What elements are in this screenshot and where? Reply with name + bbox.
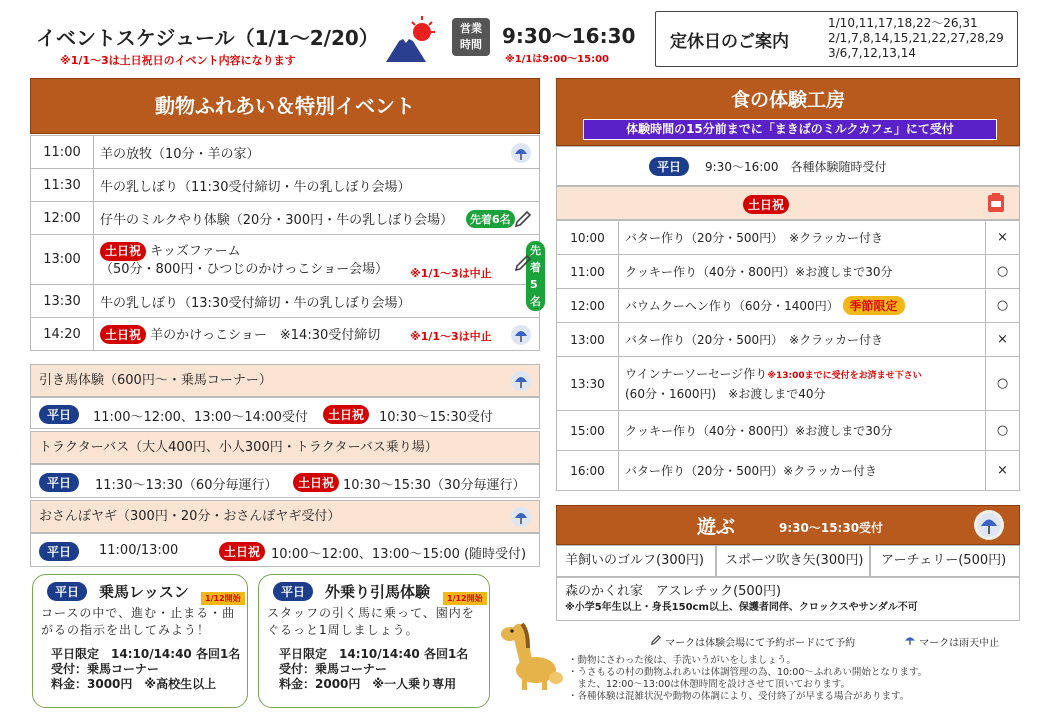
animal-section-header: 動物ふれあい＆特別イベント: [30, 78, 540, 134]
ride-schedule: [30, 397, 540, 429]
reception-notice: 体験時間の15分前までに「まきばのミルクカフェ」にて受付: [583, 119, 997, 140]
card-title: 乗馬レッスン: [99, 583, 189, 601]
table-row: 13:00 バター作り（20分・500円） ※クラッカー付き ×: [557, 323, 1020, 357]
table-row: 10:00 バター作り（20分・500円） ※クラッカー付き ×: [557, 221, 1020, 255]
weekday-pill: 平日: [649, 157, 689, 176]
weekday-pill: 平日: [39, 542, 79, 561]
row-text: 仔牛のミルクやり体験（20分・300円・牛の乳しぼり会場）: [100, 212, 454, 228]
legend-pencil: マークは体験会場にて予約ボードにて予約: [650, 634, 855, 649]
mountain-sun-icon: [382, 12, 438, 64]
play-hours: 9:30～15:30受付: [779, 521, 884, 535]
limited-badge: 先着5名: [526, 241, 545, 311]
weekend-header-row: [556, 186, 1020, 220]
food-section-header: 食の体験工房 体験時間の15分前までに「まきばのミルクカフェ」にて受付: [556, 78, 1020, 146]
card-description: コースの中で、進む・止まる・曲 がるの指示を出してみよう！: [41, 606, 236, 637]
row-text: 羊の放牧（10分・羊の家）: [100, 146, 260, 162]
weekday-pill: 平日: [39, 473, 79, 492]
row-subtext: （50分・800円・ひつじのかけっこショー会場）: [100, 261, 389, 277]
start-date-tag: 1/12開始: [443, 592, 487, 605]
limited-badge: 先着6名: [466, 210, 515, 228]
table-row: [31, 169, 540, 202]
play-item: 羊飼いのゴルフ(300円): [556, 545, 716, 577]
hours-badge: 営業 時間: [452, 18, 490, 56]
weekend-pill: 土日祝: [743, 195, 789, 214]
page-title: イベントスケジュール（1/1～2/20）: [36, 26, 379, 50]
cancel-note: ※1/1～3は中止: [410, 330, 492, 343]
athletic-item: 森のかくれ家 アスレチック(500円) ※小学5年生以上・身長150cm以上、保護者同伴、クロックスやサンダル不可: [556, 577, 1020, 621]
table-row: [31, 318, 540, 351]
athletic-note: ※小学5年生以上・身長150cm以上、保護者同伴、クロックスやサンダル不可: [565, 602, 918, 613]
start-date-tag: 1/12開始: [201, 592, 245, 605]
umbrella-icon: [511, 143, 531, 167]
weekend-pill: 土日祝: [100, 242, 146, 261]
weekend-hours: 10:30～15:30受付: [379, 410, 493, 425]
weekday-hours: 9:30～16:00 各種体験随時受付: [705, 160, 887, 174]
pencil-icon: [513, 253, 533, 278]
title-note: ※1/1～3は土日祝日のイベント内容になります: [60, 54, 296, 67]
table-row: 12:00 バウムクーヘン作り（60分・1400円） 季節限定 ○: [557, 289, 1020, 323]
weekend-pill: 土日祝: [219, 542, 265, 561]
card-info: 平日限定 14:10/14:40 各回1名 受付：乗馬コーナー 料金：3000円 ※高校生以上: [51, 647, 241, 691]
ride-schedule: [30, 464, 540, 498]
weekend-hours: 10:30～15:30（30分毎運行）: [343, 478, 526, 493]
row-time: 13:00: [31, 235, 94, 285]
play-item: スポーツ吹き矢(300円): [716, 545, 870, 577]
riding-lesson-card: [32, 574, 248, 708]
play-item: アーチェリー(500円): [870, 545, 1020, 577]
weekend-pill: 土日祝: [323, 405, 369, 424]
row-text: 羊のかけっこショー ※14:30受付締切: [150, 328, 381, 343]
ride-schedule: [30, 533, 540, 567]
row-time: 12:00: [31, 202, 94, 235]
weekday-hours: 11:00/13:00: [99, 543, 179, 558]
row-text: 牛の乳しぼり（13:30受付締切・牛の乳しぼり会場）: [94, 285, 540, 318]
row-time: 13:30: [31, 285, 94, 318]
umbrella-icon: [904, 638, 919, 649]
card-title: 外乗り引馬体験: [325, 583, 431, 601]
cancel-note: ※1/1～3は中止: [410, 267, 492, 280]
row-time: 11:30: [31, 169, 94, 202]
card-info: 平日限定 14:10/14:40 各回1名 受付：乗馬コーナー 料金：2000円 ※一人乗り専用: [279, 647, 469, 691]
animal-schedule-table: [30, 135, 540, 351]
table-row: 11:00 クッキー作り（40分・800円）※お渡しまで30分 ○: [557, 255, 1020, 289]
weekday-pill: 平日: [39, 405, 79, 424]
table-row: [31, 136, 540, 169]
ride-title: 引き馬体験（600円～・乗馬コーナー）: [30, 364, 540, 397]
row-time: 14:20: [31, 318, 94, 351]
row-text: 牛の乳しぼり（11:30受付締切・牛の乳しぼり会場）: [94, 169, 540, 202]
table-row: 15:00 クッキー作り（40分・800円）※お渡しまで30分 ○: [557, 411, 1020, 451]
pencil-icon: [650, 638, 665, 649]
weekday-hours: 11:00～12:00、13:00～14:00受付: [93, 410, 308, 425]
legend-rain: マークは雨天中止: [904, 634, 999, 649]
row-text: キッズファーム: [150, 243, 241, 259]
umbrella-icon: [511, 325, 531, 349]
weekend-pill: 土日祝: [100, 325, 146, 344]
table-row: [31, 202, 540, 235]
pencil-icon: [513, 209, 533, 233]
weekday-row: [556, 146, 1020, 186]
weekday-hours: 11:30～13:30（60分毎運行）: [95, 478, 278, 493]
closed-days-list: 1/10,11,17,18,22～26,31 2/1,7,8,14,15,21,22,27,28,29 3/6,7,12,13,14: [828, 16, 1004, 60]
notes: ・動物にさわった後は、手洗いうがいをしましょう。 ・うさもるの村の動物ふれあいは体調管理の為、10:00～ふれあい開始となります。 また、12:00～13:00は休憩時間を設けさせて頂いております。 ・各種体験は混雑状況や動物の体調により、受付終了が早まる場合があります。: [568, 655, 928, 702]
table-row: [31, 285, 540, 318]
ride-title: トラクターバス（大人400円、小人300円・トラクターバス乗り場）: [30, 431, 540, 464]
card-description: スタッフの引く馬に乗って、園内を ぐるっと1周しましょう。: [267, 606, 475, 637]
ride-title: おさんぽヤギ（300円・20分・おさんぽヤギ受付）: [30, 500, 540, 533]
weekday-pill: 平日: [47, 582, 87, 601]
reception-deadline-note: ※13:00までに受付をお済ませ下さい: [767, 370, 922, 381]
horse-mascot: [498, 612, 568, 694]
guided-ride-card: [258, 574, 490, 708]
weekday-pill: 平日: [273, 582, 313, 601]
weekend-hours: 10:00～12:00、13:00～15:00 (随時受付): [271, 547, 527, 562]
closed-days-title: 定休日のご案内: [670, 32, 789, 52]
play-section-header: 遊ぶ 9:30～15:30受付: [556, 505, 1020, 545]
opening-hours: 9:30～16:30: [502, 24, 636, 48]
reservation-board-icon: [987, 193, 1005, 217]
table-row: [31, 235, 540, 285]
weekend-pill: 土日祝: [293, 473, 339, 492]
food-schedule-table: [556, 220, 1020, 491]
table-row: 16:00 バター作り（20分・500円）※クラッカー付き ×: [557, 451, 1020, 491]
table-row: 13:30 ウインナーソーセージ作り※13:00までに受付をお済ませ下さい (60分・1600円) ※お渡しまで40分 ○: [557, 357, 1020, 411]
umbrella-icon: [973, 509, 1005, 545]
hours-note: ※1/1は9:00～15:00: [505, 54, 609, 65]
row-time: 11:00: [31, 136, 94, 169]
seasonal-badge: 季節限定: [843, 296, 905, 315]
